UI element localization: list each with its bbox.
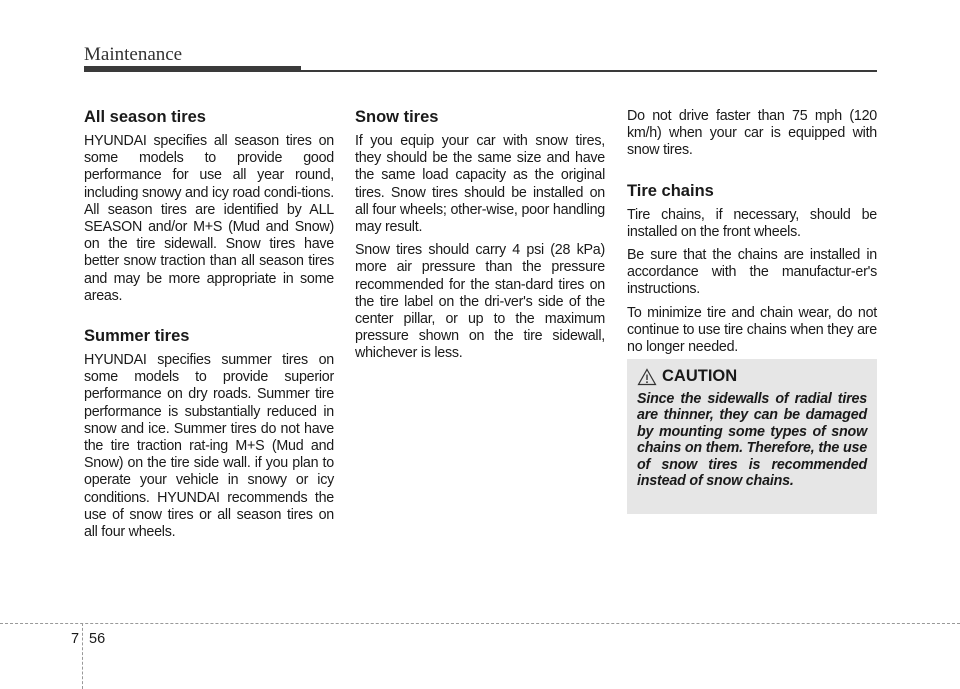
page-number: 56 xyxy=(89,631,106,647)
summer-heading: Summer tires xyxy=(84,327,190,346)
snow-heading: Snow tires xyxy=(355,108,439,126)
warning-triangle-icon xyxy=(637,368,657,386)
caution-header xyxy=(637,367,867,386)
chains-paragraph-1: Tire chains, if necessary, should be installed on the front wheels. xyxy=(627,206,877,240)
snow-paragraph-1: If you equip your car with snow tires, they should be the same size and have the same load capacity as the original tires. Snow tires should be installed on all four wheels; other-wise, poor handling may result. xyxy=(355,133,605,236)
summer-body: HYUNDAI specifies summer tires on some models to provide superior performance on dry roads. Summer tire performance is substantially reduced in snow and ice. Summer tires do not have the tire traction rat-ing M+S (Mud and Snow) on the tire side wall. if you plan to operate your vehicle in snowy or icy conditions. HYUNDAI recommends the use of snow tires or all season tires on all four wheels. xyxy=(84,352,334,541)
caution-text: Since the sidewalls of radial tires are thinner, they can be damaged by mounting some types of snow chains on them. Therefore, the use of snow tires is recommended instead of snow chains. xyxy=(637,391,867,490)
chapter-number: 7 xyxy=(71,631,80,647)
footer-divider xyxy=(82,623,83,689)
section-title: Maintenance xyxy=(84,44,183,65)
chains-heading: Tire chains xyxy=(627,181,714,200)
speed-note: Do not drive faster than 75 mph (120 km/h) when your car is equipped with snow tires. xyxy=(627,108,877,159)
chains-paragraph-3: To minimize tire and chain wear, do not continue to use tire chains when they are no longer needed. xyxy=(627,304,877,356)
caution-title: CAUTION xyxy=(662,367,738,385)
all-season-heading: All season tires xyxy=(84,108,206,126)
right-column xyxy=(627,108,877,356)
snow-paragraph-2: Snow tires should carry 4 psi (28 kPa) more air pressure than the pressure recommended for the stan-dard tires on the tire label on the dri-ver's side of the center pillar, or up to the maximum pressure shown on the tire sidewall, whichever is less. xyxy=(355,242,605,362)
all-season-body: HYUNDAI specifies all season tires on some models to provide good performance for use all year round, including snowy and icy road condi-tions. All season tires are identified by ALL SEASON and/or M+S (Mud and Snow) on the tire sidewall. Snow tires have better snow traction than all season tires and may be more appropriate in some areas. xyxy=(84,133,334,304)
left-column xyxy=(84,108,334,541)
header-rule-thick xyxy=(84,66,301,72)
footer-rule xyxy=(0,623,960,624)
chains-paragraph-2: Be sure that the chains are installed in accordance with the manufactur-er's instructions. xyxy=(627,247,877,298)
middle-column xyxy=(355,108,605,363)
header-rule-thin xyxy=(301,70,877,72)
caution-box xyxy=(627,359,877,514)
